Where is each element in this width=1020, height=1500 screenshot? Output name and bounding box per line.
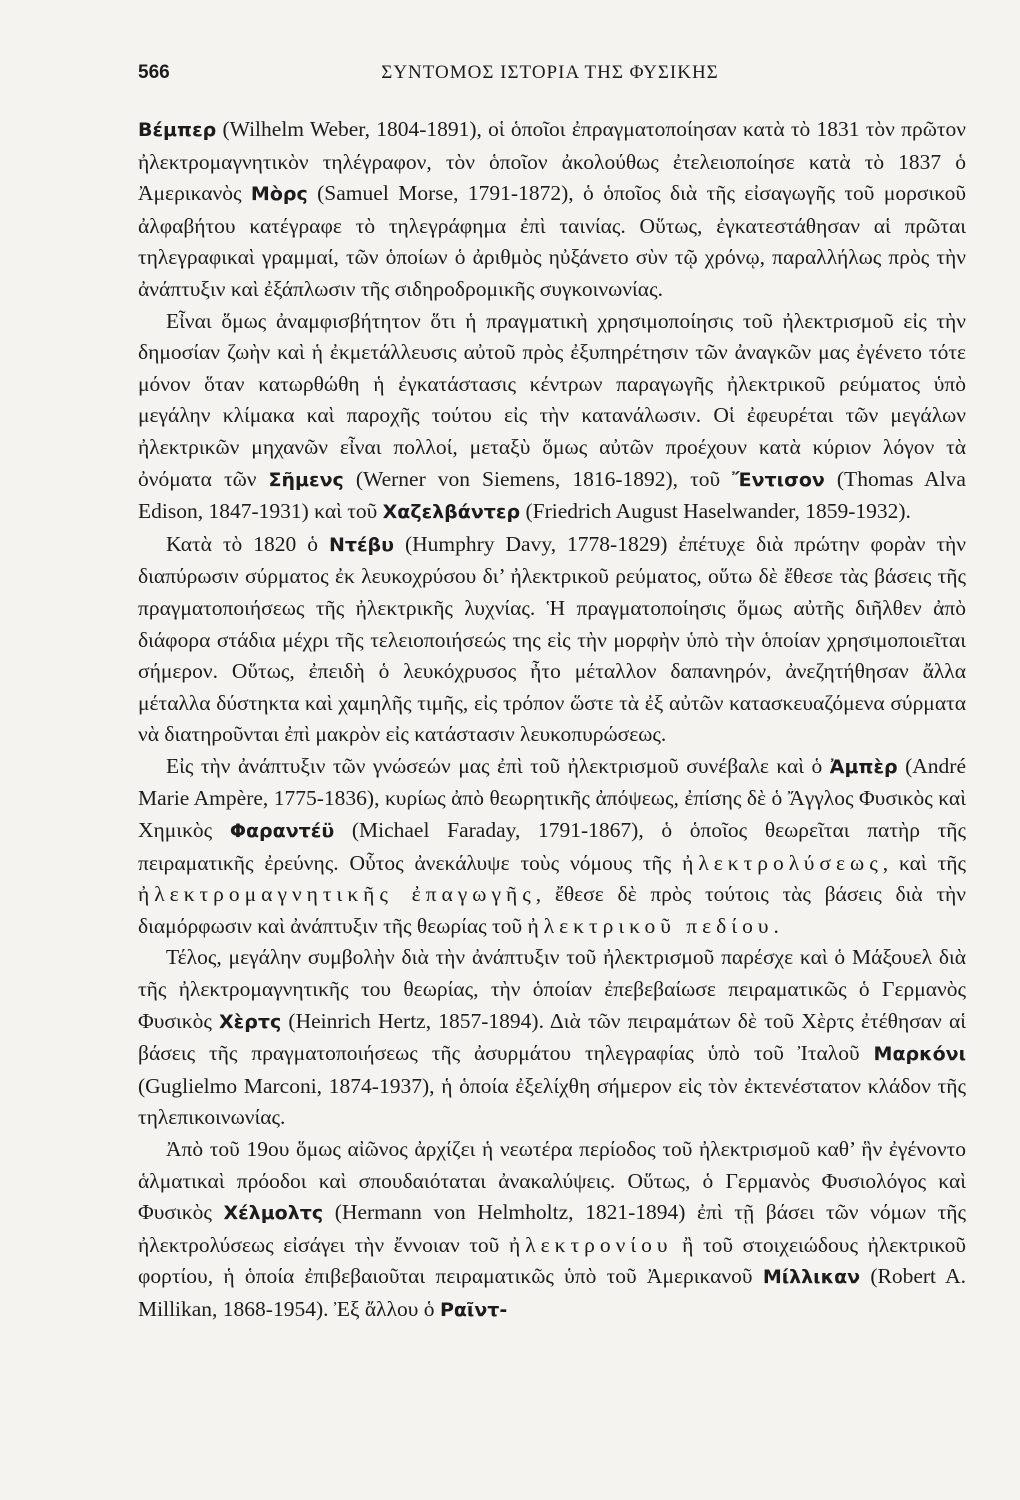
text: (Michael Faraday, 1791-1867), ὁ ὁποῖος θεωρεῖται πατὴρ τῆς πειραματικῆς ἐρεύνης. Οὗτος ἀνεκάλυψε τοὺς νόμους τῆς — [138, 818, 966, 875]
text: , ἔθεσε δὲ πρὸς τούτοις τὰς βάσεις διὰ τὴν διαμόρφωσιν καὶ ἀνάπτυξιν τῆς θεωρίας τοῦ — [138, 882, 966, 938]
name-haselwander: Χαζελβάντερ — [382, 501, 521, 524]
name-morse: Μὸρς — [250, 183, 308, 206]
text: . — [773, 913, 779, 938]
spaced-term: ἠλεκτρολύσεως — [682, 850, 883, 875]
name-faraday: Φαραντέϋ — [229, 820, 335, 843]
text: , καὶ τῆς — [882, 850, 966, 875]
name-edison: Ἔντισον — [732, 468, 825, 491]
name-davy: Ντέβυ — [328, 533, 394, 556]
text: Κατὰ τὸ 1820 ὁ — [166, 531, 329, 556]
name-weber: Βέμπερ — [138, 119, 217, 141]
text: Τέλος, μεγάλην συμβολὴν διὰ τὴν ἀνάπτυξιν τοῦ ἠλεκτρισμοῦ παρέσχε καὶ ὁ Μάξουελ διὰ τῆς ἠλεκτρομαγνητικῆς του θεωρίας, τὴν ὁποίαν ἐπεβεβαίωσε πειραματικῶς ὁ Γερμανὸς Φυσικὸς — [138, 945, 966, 1033]
text: (Wilhelm Weber, 1804-1891), οἱ ὁποῖοι ἐπραγματοποίησαν κατὰ τὸ 1831 τὸν πρῶτον ἠλεκτρομαγνητικὸν τηλέγραφον, τὸν ὁποῖον ἀκολούθως ἐτελειοποίησε κατὰ τὸ 1837 ὁ Ἀμερικανὸς — [138, 117, 966, 206]
paragraph-4 — [138, 751, 966, 943]
paragraph-1 — [138, 114, 966, 306]
paragraph-5 — [138, 942, 966, 1134]
text: (André Marie Ampère, 1775-1836), κυρίως ἀπὸ θεωρητικῆς ἀπόψεως, ἐπίσης δὲ ὁ Ἄγγλος Φυσικὸς καὶ Χημικὸς — [138, 753, 966, 843]
text: (Samuel Morse, 1791-1872), ὁ ὁποῖος διὰ τῆς εἰσαγωγῆς τοῦ μορσικοῦ ἀλφαβήτου κατέγραφε τὸ τηλεγράφημα ἐπὶ ταινίας. Οὕτως, ἐγκατεστάθησαν αἱ πρῶται τηλεγραφικαὶ γραμμαί, τῶν ὁποίων ὁ ἀριθμὸς ηὐξάνετο σὺν τῷ χρόνῳ, παραλλήλως πρὸς τὴν ἀνάπτυξιν καὶ ἐξάπλωσιν τῆς σιδηροδρομικῆς συγκοινωνίας. — [138, 181, 966, 301]
text: (Robert A. Millikan, 1868-1954). Ἐξ ἄλλου ὁ — [138, 1264, 966, 1321]
text: (Humphry Davy, 1778-1829) ἐπέτυχε διὰ πρώτην φορὰν τὴν διαπύρωσιν σύρματος ἐκ λευκοχρύσου δι’ ἠλεκτρικοῦ ρεύματος, οὕτω δὲ ἔθεσε τὰς βάσεις τῆς πραγματοποιήσεως τῆς ἠλεκτρικῆς λυχνίας. Ἡ πραγματοποίησις ὅμως αὐτῆς διῆλθεν ἀπὸ διάφορα στάδια μέχρι τῆς τελειοποιήσεώς της εἰς τὴν μορφὴν ὑπὸ τὴν ὁποίαν χρησιμοποιεῖται σήμερον. Οὕτως, ἐπειδὴ ὁ λευκόχρυσος ἦτο μέταλλον δαπανηρόν, ἀνεζητήθησαν ἄλλα μέταλλα δύστηκτα καὶ χαμηλῆς τιμῆς, εἰς τρόπον ὥστε τὰ ἐξ αὐτῶν κατασκευαζόμενα σύρματα νὰ διατηροῦνται ἐπὶ μακρὸν εἰς κατάστασιν λευκοπυρώσεως. — [138, 531, 967, 747]
name-helmholtz: Χέλμολτς — [223, 1202, 324, 1225]
name-hertz: Χὲρτς — [219, 1010, 282, 1033]
name-next: Ραῖντ- — [439, 1298, 508, 1321]
text: (Thomas Alva Edison, 1847-1931) καὶ τοῦ — [138, 466, 966, 524]
body-text — [138, 114, 966, 1327]
text: Εἶναι ὅμως ἀναμφισβήτητον ὅτι ἡ πραγματικὴ χρησιμοποίησις τοῦ ἠλεκτρισμοῦ εἰς τὴν δημοσίαν ζωὴν καὶ ἡ ἐκμετάλλευσις αὐτοῦ πρὸς ἐξυπηρέτησιν τῶν ἀναγκῶν μας ἐγένετο τότε μόνον ὅταν κατωρθώθη ἡ ἐγκατάστασις κέντρων παραγωγῆς ἠλεκτρικοῦ ρεύματος ὑπὸ μεγάλην κλίμακα καὶ παροχῆς τούτου εἰς τὴν κατανάλωσιν. Οἱ ἐφευρέται τῶν μεγάλων ἠλεκτρικῶν μηχανῶν εἶναι πολλοί, μεταξὺ ὅμως αὐτῶν προέχουν κατὰ κύριον λόγον τὰ ὀνόματα τῶν — [138, 308, 966, 491]
text: Ἀπὸ τοῦ 19ου ὅμως αἰῶνος ἀρχίζει ἡ νεωτέρα περίοδος τοῦ ἠλεκτρισμοῦ καθ’ ἣν ἐγένοντο ἁλματικαὶ πρόοδοι καὶ σπουδαιόταται ἀνακαλύψεις. Οὕτως, ὁ Γερμανὸς Φυσιολόγος καὶ Φυσικὸς — [138, 1137, 966, 1225]
name-siemens: Σῆμενς — [268, 468, 344, 491]
page-number: 566 — [138, 62, 170, 83]
running-title: ΣΥΝΤΟΜΟΣ ΙΣΤΟΡΙΑ ΤΗΣ ΦΥΣΙΚΗΣ — [381, 62, 719, 83]
name-marconi: Μαρκόνι — [873, 1043, 966, 1066]
spaced-term: ἠλεκτρομαγνητικῆς ἐπαγωγῆς — [138, 882, 536, 907]
paragraph-3 — [138, 529, 966, 751]
text: (Friedrich August Haselwander, 1859-1932). — [520, 499, 911, 524]
text: Εἰς τὴν ἀνάπτυξιν τῶν γνώσεών μας ἐπὶ τοῦ ἠλεκτρισμοῦ συνέβαλε καὶ ὁ — [166, 753, 830, 778]
text: (Hermann von Helmholtz, 1821-1894) ἐπὶ τῇ βάσει τῶν νόμων τῆς ἠλεκτρολύσεως εἰσάγει τὴν ἔννοιαν τοῦ — [138, 1200, 966, 1257]
paragraph-2 — [138, 306, 966, 529]
text: (Guglielmo Marconi, 1874-1937), ἡ ὁποία ἐξελίχθη σήμερον εἰς τὸν ἐκτενέστατον κλάδον τῆς τηλεπικοινωνίας. — [138, 1073, 966, 1130]
text: ἢ τοῦ στοιχειώδους ἠλεκτρικοῦ φορτίου, ἡ ὁποία ἐπιβεβαιοῦται πειραματικῶς ὑπὸ τοῦ Ἀμερικανοῦ — [138, 1232, 967, 1289]
paragraph-6 — [138, 1134, 966, 1327]
name-millikan: Μίλλικαν — [762, 1266, 861, 1289]
name-ampere: Ἀμπὲρ — [829, 755, 898, 778]
page-header — [138, 62, 962, 92]
text: (Heinrich Hertz, 1857-1894). Διὰ τῶν πειραμάτων δὲ τοῦ Χὲρτς ἐτέθησαν αἱ βάσεις τῆς πραγματοποιήσεως τῆς ἀσυρμάτου τηλεγραφίας ὑπὸ τοῦ Ἰταλοῦ — [138, 1008, 966, 1066]
spaced-term: ἠλεκτρονίου — [508, 1232, 673, 1257]
spaced-term: ἠλεκτρικοῦ πεδίου — [527, 913, 774, 938]
text: (Werner von Siemens, 1816-1892), τοῦ — [343, 466, 733, 491]
